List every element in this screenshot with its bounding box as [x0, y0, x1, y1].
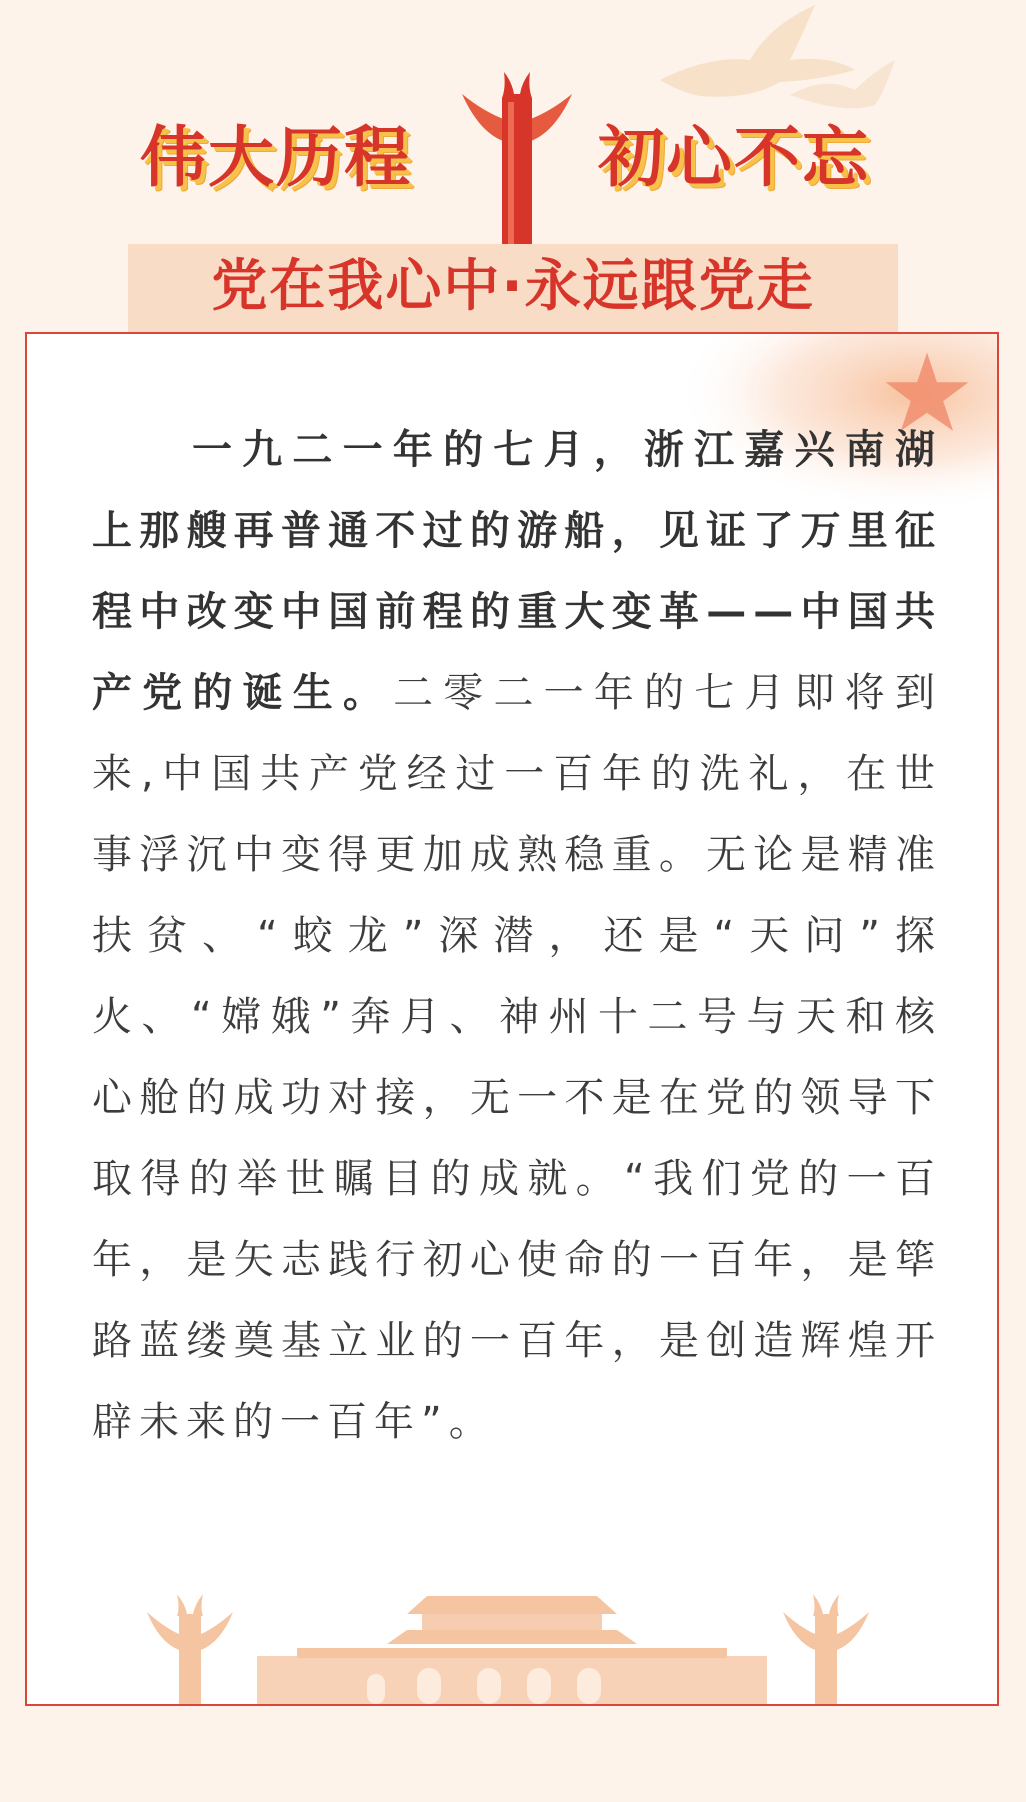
article: [92, 410, 942, 1463]
subtitle: 党在我心中·永远跟党走: [211, 254, 815, 319]
huabiao-pillar-icon: [783, 1594, 869, 1704]
tiananmen-gate-icon: [257, 1596, 767, 1704]
title-left: 伟大历程: [140, 119, 412, 196]
article-lead: 一九二一年的七月，浙江嘉兴南湖上那艘再普通不过的游船，见证了万里征程中改变中国前程的重大变革——中国共产党的诞生。: [92, 427, 942, 716]
title-right: 初心不忘: [598, 119, 870, 196]
content-box: [25, 332, 999, 1706]
huabiao-pillar-icon: [462, 72, 572, 244]
article-paragraph: [92, 410, 942, 1463]
huabiao-pillar-icon: [147, 1594, 233, 1704]
article-body: 二零二一年的七月即将到来,中国共产党经过一百年的洗礼，在世事浮沉中变得更加成熟稳重。无论是精准扶贫、“蛟龙”深潜，还是“天问”探火、“嫦娥”奔月、神州十二号与天和核心舱的成功对接，无一不是在党的领导下取得的举世瞩目的成就。“我们党的一百年，是矢志践行初心使命的一百年，是筚路蓝缕奠基立业的一百年，是创造辉煌开辟未来的一百年”。: [92, 670, 942, 1445]
dove-icon: [640, 0, 900, 130]
footer-monuments: [27, 1584, 997, 1704]
